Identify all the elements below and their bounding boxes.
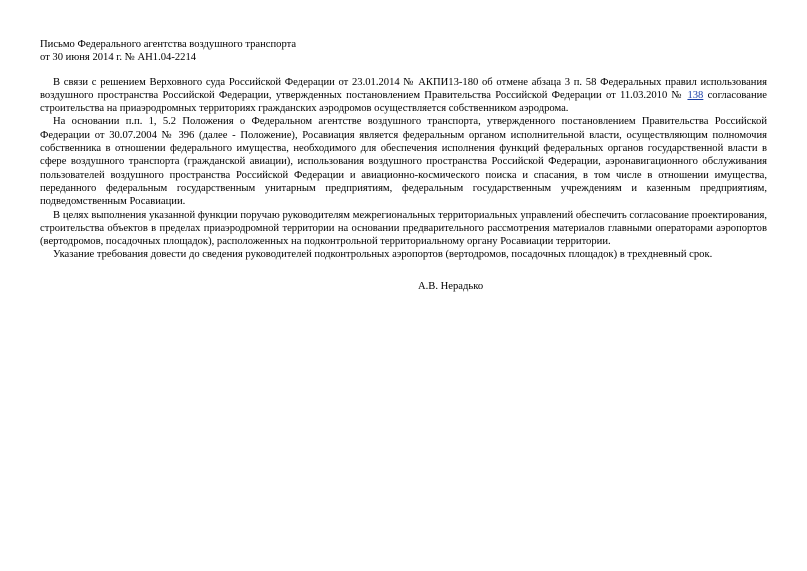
signature: А.В. Нерадько xyxy=(418,280,484,292)
paragraph-1 xyxy=(40,76,767,116)
paragraph-2: На основании п.п. 1, 5.2 Положения о Федеральном агентстве воздушного транспорта, утвержденного постановлением Правительства Российской Федерации от 30.07.2004 № 396 (далее - Положение), Росавиация является федеральным органом исполнительной власти, осуществляющим полномочия собственника в отношении федерального имущества, необходимого для обеспечения исполнения функций федеральных органов государственной власти в сфере воздушного транспорта (гражданской авиации), использования воздушного пространства Российской Федерации, аэронавигационного обслуживания пользователей воздушного пространства Российской Федерации и авиационно-космического поиска и спасания, в том числе в отношении имущества, переданного федеральным государственным унитарным предприятиям, федеральным государственным учреждениям и казенным предприятиям, подведомственным Росавиации. xyxy=(40,116,767,208)
paragraph-1-text-after: согласование строительства на приаэродромных территориях гражданских аэродромов осуществляется собственником аэродрома. xyxy=(40,89,767,115)
paragraph-1-text-before: В связи с решением Верховного суда Российской Федерации от 23.01.2014 № АКПИ13-180 об отмене абзаца 3 п. 58 Федеральных правил использования воздушного пространства Российской Федерации, утвержденных постановлением Правительства Российской Федерации от 11.03.2010 № xyxy=(40,76,767,101)
paragraph-4: Указание требования довести до сведения руководителей подконтрольных аэропортов (вертодромов, посадочных площадок) в трехдневный срок. xyxy=(53,249,713,261)
document-date-number: от 30 июня 2014 г. № АН1.04-2214 xyxy=(40,52,197,64)
resolution-138-link[interactable]: 138 xyxy=(687,89,704,101)
document-header xyxy=(40,38,767,65)
paragraph-3: В целях выполнения указанной функции поручаю руководителям межрегиональных территориальных управлений обеспечить согласование проектирования, строительства объектов в пределах приаэродромной территории на основании предварительного рассмотрения материалов главными операторами аэропортов (вертодромов, посадочных площадок), расположенных на подконтрольной территориальному органу Росавиации территории. xyxy=(40,209,767,248)
document-body xyxy=(40,76,767,262)
document-page xyxy=(40,38,767,293)
document-title: Письмо Федерального агентства воздушного транспорта xyxy=(40,39,297,50)
